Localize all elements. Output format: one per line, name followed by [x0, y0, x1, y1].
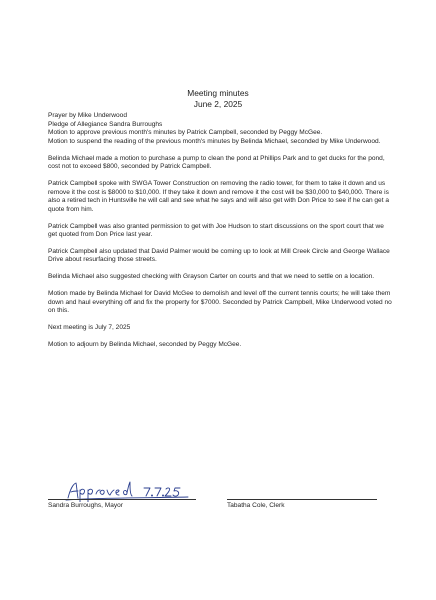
paragraph-sport-court: Patrick Campbell was also granted permission to get with Joe Hudson to start discussions on the sport court that we get quoted from Don Price last year. — [48, 222, 384, 239]
paragraph-tennis-courts: Motion made by Belinda Michael for David McGee to demolish and level off the current tennis courts; he will take them down and haul everything off and fix the property for $7000. Seconded by Patrick Campbell, Mike Underwood voted no on this. — [48, 290, 392, 315]
paragraph-resurfacing: Patrick Campbell also updated that David Palmer would be coming up to look at Mill Creek Circle and George Wallace Drive about resurfacing those streets. — [48, 247, 390, 264]
paragraph-pledge: Pledge of Allegiance Sandra Burroughs — [48, 120, 163, 128]
document-date: June 2, 2025 — [193, 98, 243, 109]
mayor-signature-name: Sandra Burroughs, Mayor — [48, 502, 123, 509]
document-body — [48, 112, 392, 358]
paragraph-prayer: Prayer by Mike Underwood — [48, 112, 127, 119]
paragraph-courts-location: Belinda Michael also suggested checking with Grayson Carter on courts and that we need to settle on a location. — [48, 273, 375, 281]
paragraph-radio-tower: Patrick Campbell spoke with SWGA Tower Construction on removing the radio tower, for them to take it down and us remove it the cost is $8000 to $10,000. If they take it down and remove it the cost will be $30,000 to $40,000. There is also a retired tech in Huntsville he will call and see what he says and will also get with Don Price to see if he can get a quote from him. — [48, 179, 389, 213]
paragraph-pond-pump: Belinda Michael made a motion to purchase a pump to clean the pond at Phillips Park and to get ducks for the pond, cost not to exceed $800, seconded by Patrick Campbell. — [48, 154, 385, 171]
paragraph-suspend-reading: Motion to suspend the reading of the previous month's minutes by Belinda Michael, seconded by Mike Underwood. — [48, 137, 381, 145]
paragraph-approve-minutes: Motion to approve previous month's minutes by Patrick Campbell, seconded by Peggy McGee. — [48, 129, 323, 137]
clerk-signature-name: Tabatha Cole, Clerk — [227, 502, 285, 509]
mayor-signature-line — [48, 499, 196, 500]
document-header — [0, 88, 436, 109]
paragraph-next-meeting: Next meeting is July 7, 2025 — [48, 324, 131, 331]
paragraph-adjourn: Motion to adjourn by Belinda Michael, seconded by Peggy McGee. — [48, 340, 242, 348]
clerk-signature-line — [227, 499, 377, 500]
document-title: Meeting minutes — [187, 88, 249, 98]
